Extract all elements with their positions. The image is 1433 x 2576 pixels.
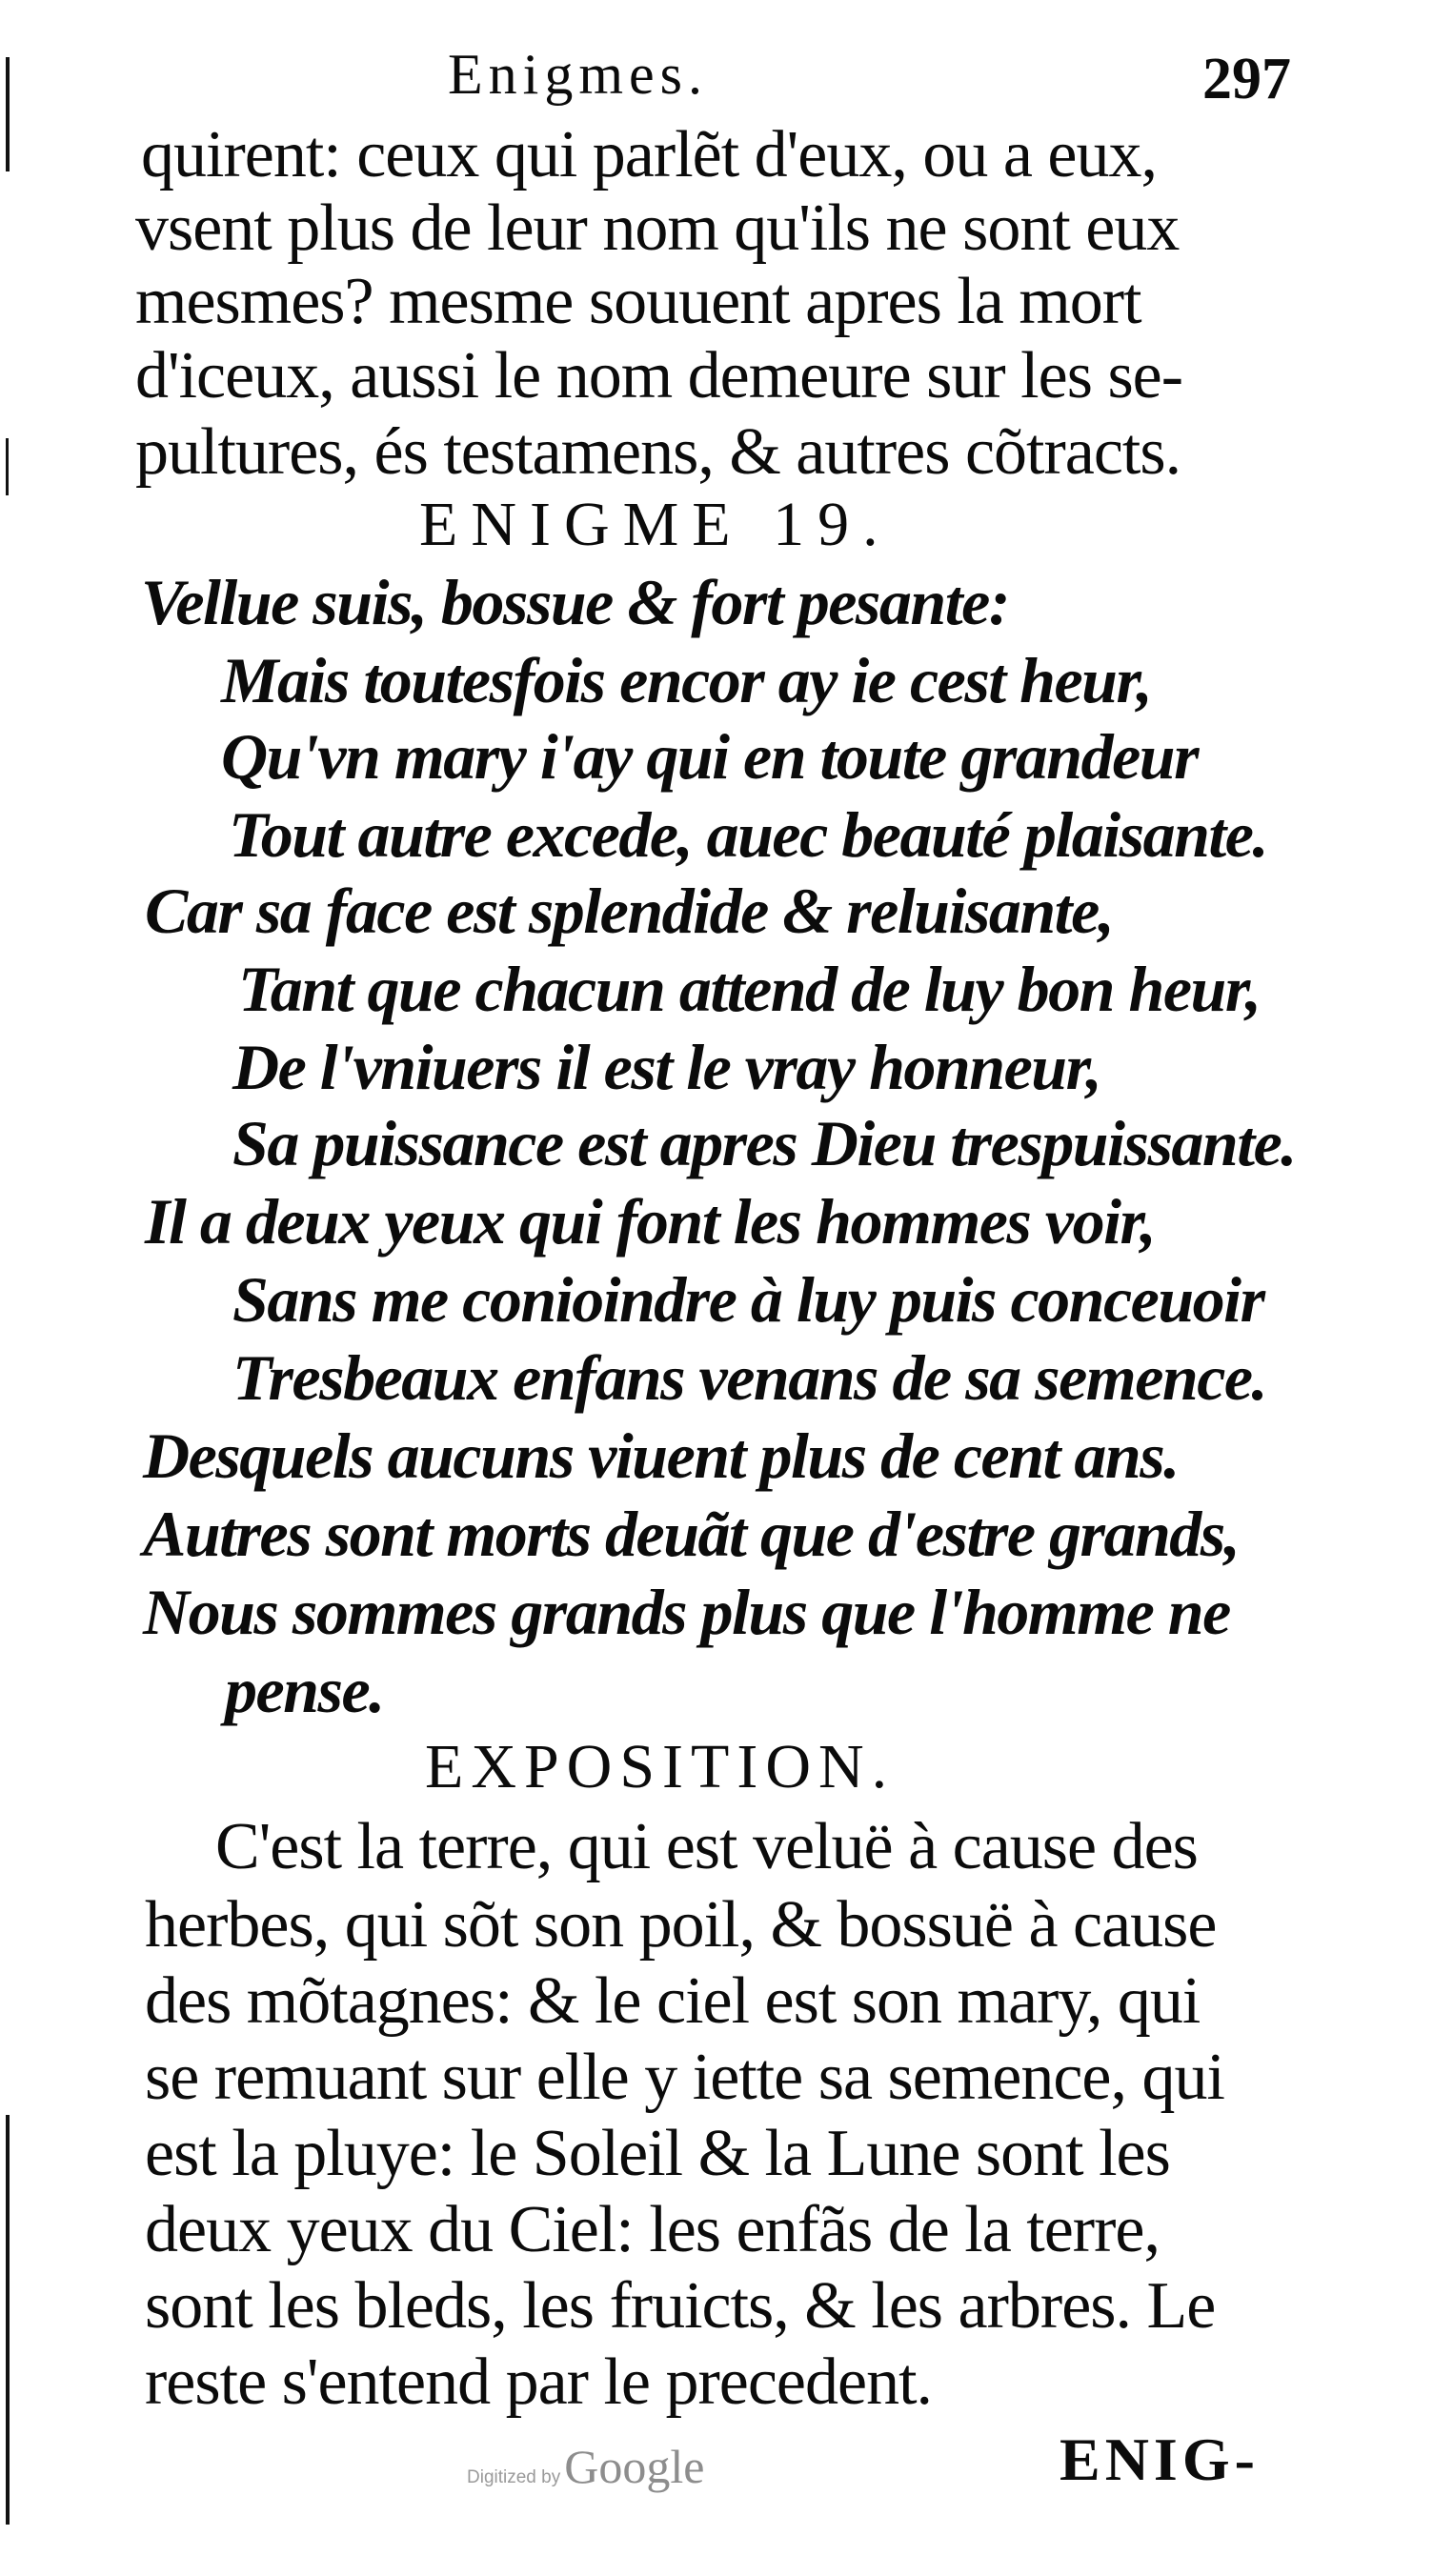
verse-line: Tresbeaux enfans venans de sa semence. (232, 1341, 1267, 1414)
page-number: 297 (1202, 47, 1291, 111)
exposition-heading: EXPOSITION. (425, 1732, 896, 1801)
text-line: d'iceux, aussi le nom demeure sur les se- (135, 339, 1183, 413)
text-line: herbes, qui sõt son poil, & bossuë à cause (145, 1888, 1217, 1962)
verse-line: Sans me conioindre à luy puis conceuoir (232, 1263, 1264, 1336)
left-edge-mark (6, 438, 9, 495)
text-line: vsent plus de leur nom qu'ils ne sont eux (135, 191, 1180, 265)
verse-line: Qu'vn mary i'ay qui en toute grandeur (221, 720, 1199, 793)
running-head: Enigmes. (448, 43, 708, 106)
text-line: sont les bleds, les fruicts, & les arbres. Le (145, 2269, 1216, 2343)
verse-line: Sa puissance est apres Dieu trespuissante. (232, 1107, 1296, 1179)
text-line: pultures, és testamens, & autres cõtracts. (135, 415, 1181, 489)
catchword: ENIG- (1060, 2425, 1260, 2493)
left-edge-mark (6, 57, 10, 171)
google-logo: Google (564, 2440, 705, 2493)
digitized-watermark (467, 2439, 704, 2494)
text-line: se remuant sur elle y iette sa semence, qui (145, 2041, 1224, 2114)
verse-line: Nous sommes grands plus que l'homme ne (143, 1576, 1230, 1648)
text-line: reste s'entend par le precedent. (145, 2345, 933, 2419)
text-line: des mõtagnes: & le ciel est son mary, qui (145, 1964, 1201, 2038)
left-edge-mark (6, 2115, 10, 2525)
enigme-heading: ENIGME 19. (419, 490, 892, 559)
verse-line: Desquels aucuns viuent plus de cent ans. (143, 1419, 1179, 1492)
verse-line: Tant que chacun attend de luy bon heur, (238, 953, 1261, 1025)
verse-line: Car sa face est splendide & reluisante, (145, 875, 1114, 947)
verse-line: Vellue suis, bossue & fort pesante: (141, 566, 1009, 638)
verse-line: Autres sont morts deuãt que d'estre grands, (143, 1498, 1240, 1570)
text-line: deux yeux du Ciel: les enfãs de la terre, (145, 2193, 1160, 2266)
text-line: C'est la terre, qui est veluë à cause des (215, 1810, 1198, 1883)
verse-line: Tout autre excede, auec beauté plaisante. (229, 798, 1267, 871)
watermark-prefix: Digitized by (467, 2467, 561, 2487)
verse-line: De l'vniuers il est le vray honneur, (232, 1031, 1101, 1103)
text-line: est la pluye: le Soleil & la Lune sont les (145, 2117, 1170, 2190)
verse-line: Il a deux yeux qui font les hommes voir, (145, 1185, 1156, 1258)
text-line: mesmes? mesme souuent apres la mort (135, 265, 1141, 338)
verse-line: pense. (225, 1654, 384, 1726)
verse-line: Mais toutesfois encor ay ie cest heur, (221, 644, 1152, 716)
text-line: quirent: ceux qui parlẽt d'eux, ou a eux, (141, 118, 1157, 191)
